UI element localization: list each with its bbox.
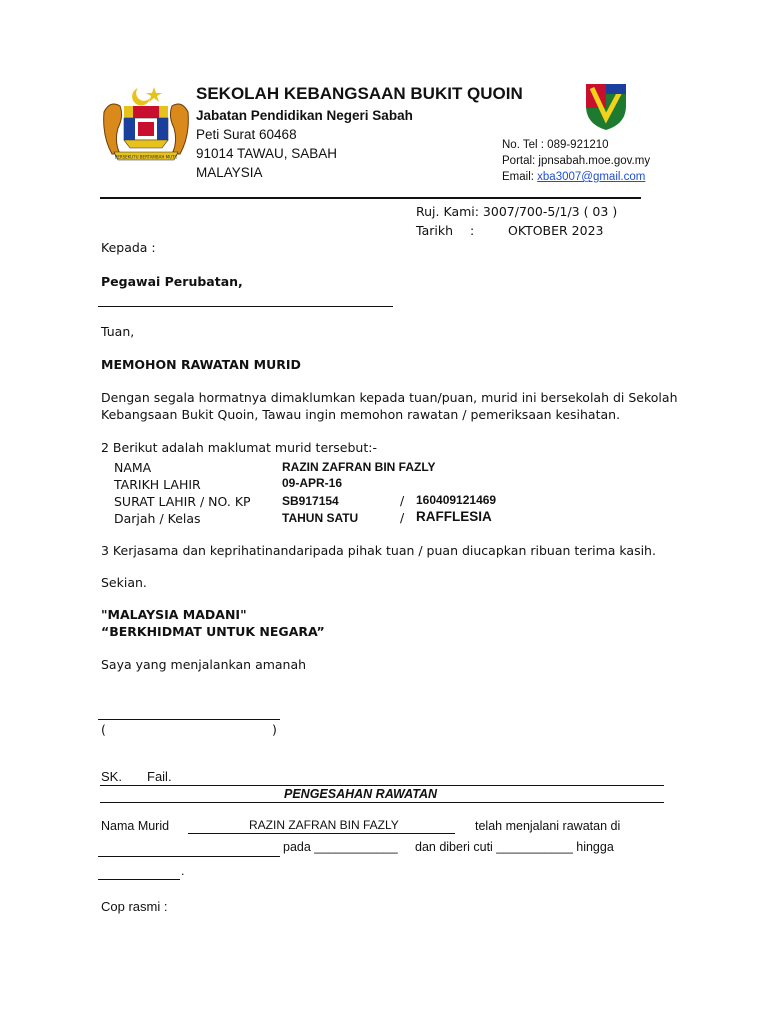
recipient-title: Pegawai Perubatan, bbox=[101, 274, 243, 289]
birth-date-label: TARIKH LAHIR bbox=[114, 477, 201, 492]
recipient-underline bbox=[98, 306, 393, 307]
date-colon: : bbox=[470, 223, 475, 238]
email-line bbox=[502, 171, 645, 183]
telah-menjalani-text: telah menjalani rawatan di bbox=[475, 819, 621, 833]
year-value: TAHUN SATU bbox=[282, 511, 359, 525]
nama-murid-underline bbox=[188, 833, 455, 834]
email-link[interactable]: xba3007@gmail.com bbox=[537, 171, 646, 183]
phone-number: No. Tel : 089-921210 bbox=[502, 139, 609, 151]
student-name-label: NAMA bbox=[114, 460, 152, 475]
letter-subject: MEMOHON RAWATAN MURID bbox=[101, 357, 301, 372]
malaysia-coat-of-arms bbox=[100, 84, 192, 164]
date-value: OKTOBER 2023 bbox=[508, 223, 604, 238]
clinic-underline bbox=[98, 856, 280, 857]
closing-sekian: Sekian. bbox=[101, 575, 147, 590]
address-line2: 91014 TAWAU, SABAH bbox=[196, 146, 338, 161]
kepada-label: Kepada : bbox=[101, 240, 156, 255]
date-label: Tarikh bbox=[416, 223, 453, 238]
paragraph-1-line-1: Dengan segala hormatnya dimaklumkan kepada tuan/puan, murid ini bersekolah di Sekolah bbox=[101, 390, 678, 405]
signature-close-paren: ) bbox=[272, 722, 277, 737]
portal-url: Portal: jpnsabah.moe.gov.my bbox=[502, 155, 651, 167]
birth-cert-value: SB917154 bbox=[282, 494, 339, 508]
salutation: Tuan, bbox=[101, 324, 135, 339]
class-label: Darjah / Kelas bbox=[114, 511, 201, 526]
nama-murid-value: RAZIN ZAFRAN BIN FAZLY bbox=[249, 818, 399, 832]
nama-murid-label: Nama Murid bbox=[101, 819, 170, 833]
birth-cert-label: SURAT LAHIR / NO. KP bbox=[114, 494, 251, 509]
department-name: Jabatan Pendidikan Negeri Sabah bbox=[196, 108, 413, 123]
confirmation-title: PENGESAHAN RAWATAN bbox=[284, 787, 438, 801]
ic-number-value: 160409121469 bbox=[416, 493, 497, 507]
confirmation-bottom-rule bbox=[100, 802, 664, 803]
diberi-cuti-text: dan diberi cuti ___________ hingga bbox=[415, 840, 614, 854]
signature-line bbox=[98, 719, 280, 720]
signature-open-paren: ( bbox=[101, 722, 106, 737]
pada-text: pada ____________ bbox=[283, 840, 398, 854]
cc-sk: SK. bbox=[101, 769, 122, 784]
cop-rasmi-label: Cop rasmi : bbox=[101, 899, 168, 914]
paragraph-2: 2 Berikut adalah maklumat murid tersebut:- bbox=[101, 440, 377, 455]
svg-text:BERSEKUTU BERTAMBAH MUTU: BERSEKUTU BERTAMBAH MUTU bbox=[114, 154, 178, 160]
slash-separator-1: / bbox=[400, 493, 405, 508]
paragraph-3: 3 Kerjasama dan keprihatinandaripada pihak tuan / puan diucapkan ribuan terima kasih. bbox=[101, 543, 656, 558]
paragraph-1-line-2: Kebangsaan Bukit Quoin, Tawau ingin memohon rawatan / pemeriksaan kesihatan. bbox=[101, 407, 621, 422]
signature-intro: Saya yang menjalankan amanah bbox=[101, 657, 307, 672]
motto-madani: "MALAYSIA MADANI" bbox=[101, 607, 247, 622]
school-name: SEKOLAH KEBANGSAAN BUKIT QUOIN bbox=[196, 84, 523, 103]
address-line3: MALAYSIA bbox=[196, 165, 263, 180]
school-badge bbox=[582, 80, 630, 132]
header-divider bbox=[100, 197, 641, 199]
confirmation-top-rule bbox=[100, 785, 664, 786]
address-line1: Peti Surat 60468 bbox=[196, 127, 297, 142]
end-date-underline bbox=[98, 879, 180, 880]
class-value: RAFFLESIA bbox=[416, 509, 492, 524]
reference-number: Ruj. Kami: 3007/700-5/1/3 ( 03 ) bbox=[416, 204, 618, 219]
birth-date-value: 09-APR-16 bbox=[282, 476, 343, 490]
email-label: Email: bbox=[502, 171, 534, 183]
student-name-value: RAZIN ZAFRAN BIN FAZLY bbox=[282, 460, 436, 474]
motto-berkhidmat: “BERKHIDMAT UNTUK NEGARA” bbox=[101, 624, 325, 639]
end-date-dot: . bbox=[181, 864, 185, 878]
cc-fail: Fail. bbox=[147, 769, 172, 784]
slash-separator-2: / bbox=[400, 510, 405, 525]
